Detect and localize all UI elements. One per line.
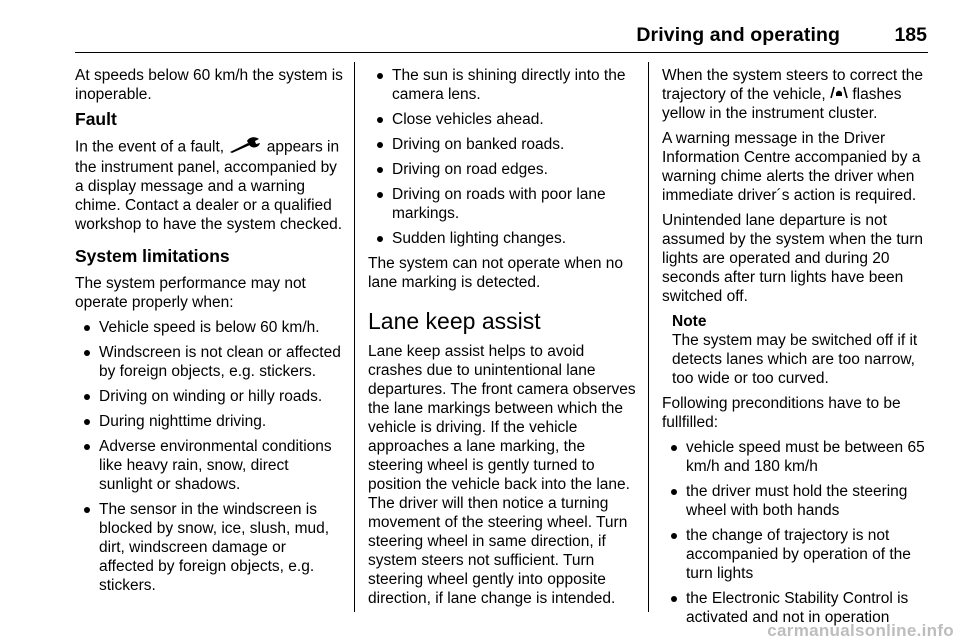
- heading-system-limitations: System limitations: [75, 246, 230, 266]
- paragraph: A warning message in the Driver Information Centre accompanied by a warning chime alerts the driver when immediate driver´s action is required.: [662, 130, 921, 205]
- page-number: 185: [894, 24, 927, 46]
- list-item: The sun is shining directly into the camera lens.: [368, 66, 640, 104]
- text: flashes yellow in the instrument cluster.: [662, 86, 902, 123]
- list-item: vehicle speed must be between 65 km/h and 180 km/h: [662, 438, 930, 476]
- paragraph: Lane keep assist helps to avoid crashes due to unintentional lane departures. The front camera observes the lane markings between which the vehicle is driving. If the vehicle approaches a lane marking, the steering wheel is gently turned to position the vehicle back into the lane. The driver will then notice a turning movement of the steering wheel. Turn steering wheel in same direction, if system steers not sufficient. Turn steering wheel gently into opposite direction, if lane change is intended.: [368, 343, 636, 607]
- list-item: Close vehicles ahead.: [368, 110, 640, 129]
- paragraph: The system can not operate when no lane marking is detected.: [368, 255, 624, 291]
- column-right: [662, 66, 930, 633]
- page-header: [75, 22, 928, 53]
- bullet-list: [75, 318, 345, 595]
- paragraph: Following preconditions have to be fullfilled:: [662, 395, 901, 432]
- list-item: Driving on winding or hilly roads.: [75, 387, 345, 406]
- list-item: During nighttime driving.: [75, 412, 345, 431]
- column-left: [75, 66, 345, 601]
- section-title: Driving and operating: [636, 24, 840, 46]
- column-divider: [354, 62, 355, 612]
- heading-fault: Fault: [75, 109, 117, 129]
- list-item: Vehicle speed is below 60 km/h.: [75, 318, 345, 337]
- column-middle: [368, 66, 640, 614]
- wrench-icon: [228, 137, 262, 158]
- list-item: Driving on road edges.: [368, 160, 640, 179]
- list-item: The sensor in the windscreen is blocked by snow, ice, slush, mud, dirt, windscreen damage or affected by foreign objects, e.g. stickers.: [75, 500, 345, 595]
- column-divider: [648, 62, 649, 612]
- bullet-list: [368, 66, 640, 248]
- note-block: [662, 312, 930, 388]
- list-item: Adverse environmental conditions like heavy rain, snow, direct sunlight or shadows.: [75, 437, 345, 494]
- list-item: the driver must hold the steering wheel with both hands: [662, 482, 930, 520]
- list-item: Driving on banked roads.: [368, 135, 640, 154]
- paragraph: [662, 66, 930, 123]
- text: appears in the instrument panel, accompanied by a display message and a warning chime. Contact a dealer or a qualified workshop to have the system checked.: [75, 138, 343, 233]
- paragraph: Unintended lane departure is not assumed by the system when the turn lights are operated and during 20 seconds after turn lights have been switched off.: [662, 212, 924, 306]
- list-item: the change of trajectory is not accompanied by operation of the turn lights: [662, 526, 930, 583]
- paragraph: At speeds below 60 km/h the system is inoperable.: [75, 67, 343, 103]
- text: When the system steers to correct the trajectory of the vehicle,: [662, 67, 924, 103]
- bullet-list: [662, 438, 930, 627]
- watermark: carmanualsonline.info: [767, 621, 954, 640]
- paragraph-fault: [75, 137, 345, 234]
- paragraph: The system performance may not operate properly when:: [75, 275, 306, 311]
- lane-keep-icon: [830, 85, 848, 104]
- note-text: The system may be switched off if it detects lanes which are too narrow, too wide or too curved.: [672, 332, 918, 388]
- list-item: the Electronic Stability Control is activated and not in operation: [662, 589, 930, 627]
- heading-lane-keep-assist: Lane keep assist: [368, 308, 541, 334]
- list-item: Driving on roads with poor lane markings.: [368, 185, 640, 223]
- text: In the event of a fault,: [75, 138, 225, 156]
- list-item: Windscreen is not clean or affected by foreign objects, e.g. stickers.: [75, 343, 345, 381]
- list-item: Sudden lighting changes.: [368, 229, 640, 248]
- note-label: Note: [672, 313, 707, 331]
